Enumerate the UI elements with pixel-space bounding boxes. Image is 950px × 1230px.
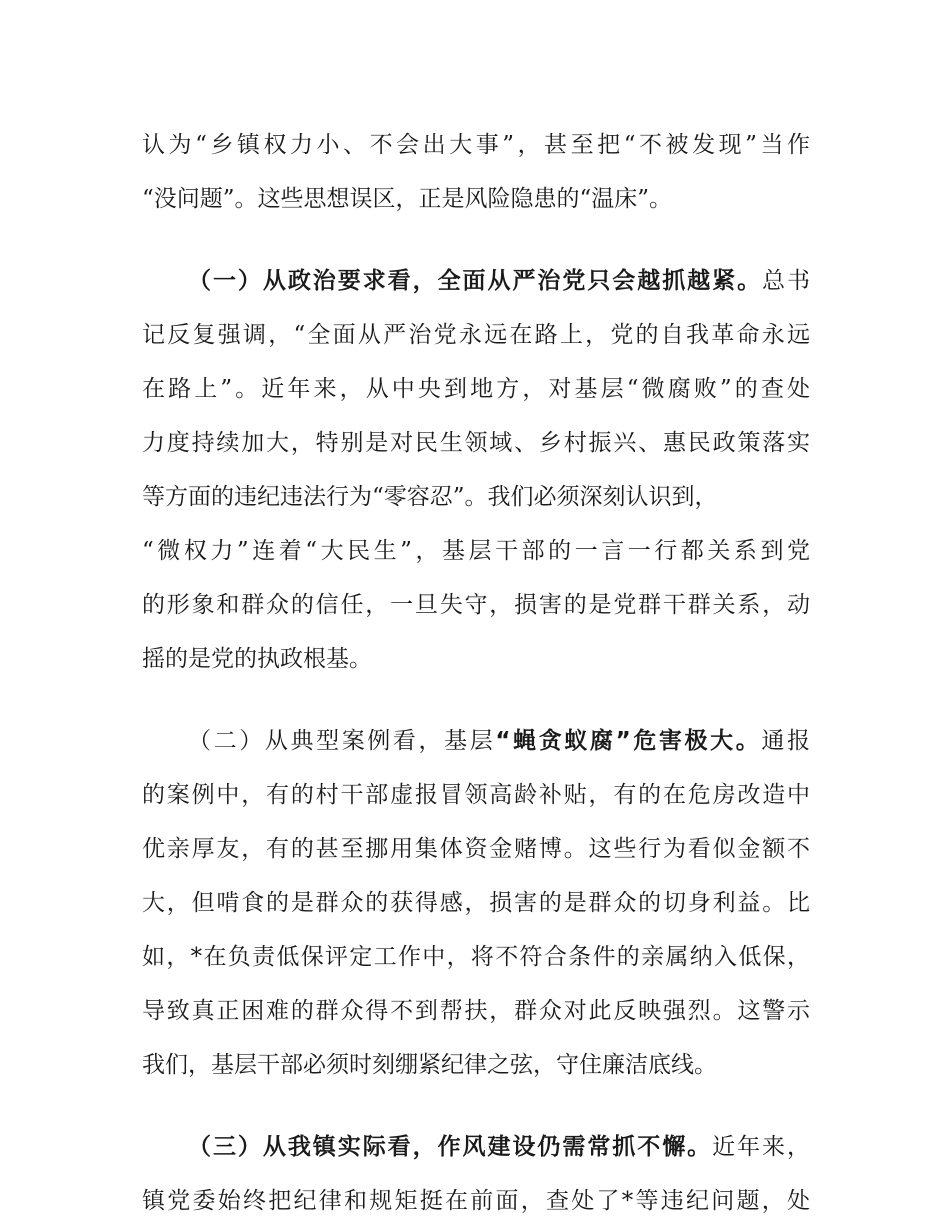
body-line: 大，但啃食的是群众的获得感，损害的是群众的切身利益。比 bbox=[142, 890, 810, 916]
section-2-heading-tail: 通报 bbox=[761, 728, 811, 754]
body-line: “微权力”连着“大民生”，基层干部的一言一行都关系到党 bbox=[142, 538, 810, 564]
body-line: 认为“乡镇权力小、不会出大事”，甚至把“不被发现”当作 bbox=[142, 132, 810, 158]
section-1-heading: （一）从政治要求看，全面从严治党只会越抓越紧。 bbox=[188, 268, 763, 294]
section-3-heading-tail: 近年来， bbox=[712, 1134, 811, 1160]
document-body bbox=[142, 118, 810, 1228]
body-line: 等方面的违纪违法行为“零容忍”。我们必须深刻认识到， bbox=[142, 484, 718, 510]
paragraph-gap bbox=[142, 686, 810, 714]
section-3-first-line bbox=[142, 1120, 810, 1174]
section-2-heading: “蝇贪蚁腐”危害极大。 bbox=[495, 728, 762, 754]
body-line: 在路上”。近年来，从中央到地方，对基层“微腐败”的查处 bbox=[142, 376, 810, 402]
section-2-first-line bbox=[142, 714, 810, 768]
body-line: 镇党委始终把纪律和规矩挺在前面，查处了*等违纪问题，处 bbox=[142, 1188, 810, 1214]
paragraph-gap bbox=[142, 1092, 810, 1120]
body-line: “没问题”。这些思想误区，正是风险隐患的“温床”。 bbox=[142, 186, 673, 212]
section-1-first-line bbox=[142, 254, 810, 308]
paragraph-gap bbox=[142, 226, 810, 254]
body-line: 优亲厚友，有的甚至挪用集体资金赌博。这些行为看似金额不 bbox=[142, 836, 810, 862]
body-line: 的案例中，有的村干部虚报冒领高龄补贴，有的在危房改造中 bbox=[142, 782, 810, 808]
body-line: 记反复强调，“全面从严治党永远在路上，党的自我革命永远 bbox=[142, 322, 810, 348]
section-3-heading: （三）从我镇实际看，作风建设仍需常抓不懈。 bbox=[188, 1134, 713, 1160]
section-2-heading-prefix: （二）从典型案例看，基层 bbox=[188, 728, 496, 754]
body-line: 导致真正困难的群众得不到帮扶，群众对此反映强烈。这警示 bbox=[142, 998, 810, 1024]
section-1-heading-tail: 总书 bbox=[762, 268, 811, 294]
body-line: 我们，基层干部必须时刻绷紧纪律之弦，守住廉洁底线。 bbox=[142, 1052, 717, 1078]
body-line: 力度持续加大，特别是对民生领域、乡村振兴、惠民政策落实 bbox=[142, 430, 810, 456]
body-line: 如，*在负责低保评定工作中，将不符合条件的亲属纳入低保， bbox=[142, 944, 810, 970]
body-line: 的形象和群众的信任，一旦失守，损害的是党群干群关系，动 bbox=[142, 592, 810, 618]
body-line: 摇的是党的执政根基。 bbox=[142, 646, 372, 672]
